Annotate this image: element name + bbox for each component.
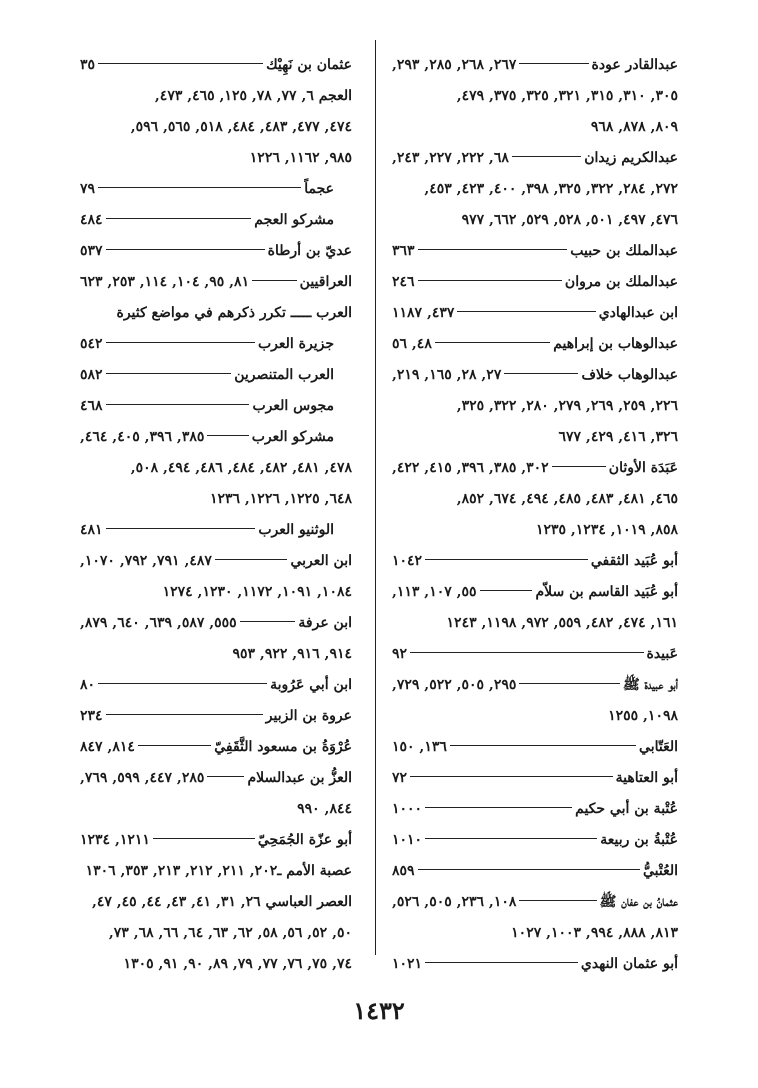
leader-line [138, 745, 211, 746]
entry-pages: ٣٨٥, ٣٩٦, ٤٠٥, ٤٦٤, [80, 429, 205, 445]
entry-term: عبدالملك بن حبيب [570, 243, 678, 259]
entry-pages: ٨٠ [80, 677, 96, 693]
index-entry [392, 825, 678, 856]
entry-pages: ٣٠٢, ٣٨٥, ٣٩٦, ٤١٥, ٤٢٢, [392, 460, 549, 476]
entry-pages: ٤٨٤ [80, 212, 103, 228]
index-entry [392, 763, 678, 794]
entry-term: ابن أبي عَرُوبة [270, 677, 352, 693]
index-line: ٦٤٨, ١٢٢٥, ١٢٢٦, ١٢٣٦ [209, 491, 352, 507]
entry-term: جزيرة العرب [257, 336, 334, 352]
entry-term: عُتْبة بن أبي حكيم [575, 801, 678, 817]
entry-term: أبو عُبَيد القاسم بن سلاّم [535, 584, 678, 600]
leader-line [418, 249, 568, 250]
entry-pages: ٢٦٧, ٢٦٨, ٢٨٥, ٢٩٣, [392, 57, 517, 73]
entry-term: مشركو العرب [251, 429, 334, 445]
index-entry [392, 453, 678, 484]
index-line: ١٦١, ٤٧٤, ٤٨٢, ٥٥٩, ٩٧٢, ١١٩٨, ١٢٤٣ [446, 615, 678, 631]
entry-pages: ٥٥٥, ٥٨٧, ٦٣٩, ٦٤٠, ٨٧٩, [80, 615, 237, 631]
index-entry [80, 763, 352, 794]
column-divider [375, 40, 376, 955]
entry-pages: ٣٥ [80, 57, 96, 73]
index-entry [392, 639, 678, 670]
entry-pages: ٢٤٦ [392, 274, 415, 290]
index-entry [80, 360, 352, 391]
index-line: ٤٧٦, ٤٩٧, ٥٠١, ٥٢٨, ٥٢٩, ٦٦٢, ٩٧٧ [461, 212, 678, 228]
entry-term: أبو عزّة الجُمَحِيّ [257, 832, 352, 848]
entry-pages: ١٠١٠ [392, 832, 423, 848]
entry-term: عَبَدَة الأوثان [608, 460, 678, 476]
leader-line [240, 621, 296, 622]
entry-pages: ٨١, ٩٥, ١٠٤, ١١٤, ٢٥٣, ٦٢٣ [80, 274, 250, 290]
leader-line [425, 962, 578, 963]
index-entry [392, 50, 678, 81]
index-line: ٤٧٨, ٤٨١, ٤٨٢, ٤٨٤, ٤٨٦, ٤٩٤, ٥٠٨, [130, 460, 352, 476]
leader-line [425, 807, 572, 808]
entry-pages: ١٢١١, ١٢٣٤ [80, 832, 150, 848]
entry-pages: ٥٨٢ [80, 367, 103, 383]
leader-line [418, 280, 562, 281]
leader-line [425, 838, 597, 839]
entry-term: العراقيين [299, 274, 352, 290]
entry-term: العُتْبيُّ [642, 863, 678, 879]
index-line: ٣٢٦, ٤١٦, ٤٢٩, ٦٧٧ [558, 429, 678, 445]
index-entry [80, 546, 352, 577]
leader-line [215, 559, 288, 560]
entry-term: عبدالكريم زيدان [584, 150, 678, 166]
entry-pages: ٢٨٥, ٤٤٧, ٥٩٩, ٧٦٩, [80, 770, 205, 786]
entry-term: أبو عثمان النهدي [580, 956, 678, 972]
entry-pages: ٤٦٨ [80, 398, 103, 414]
entry-pages: ٧٩ [80, 181, 96, 197]
leader-line [106, 404, 250, 405]
index-entry [80, 701, 352, 732]
entry-term: عجماً [304, 181, 334, 197]
entry-term: العزُّ بن عبدالسلام [247, 770, 352, 786]
entry-term: العَتّابي [639, 739, 678, 755]
entry-pages: ٤٨١ [80, 522, 103, 538]
index-entry [80, 236, 352, 267]
leader-line [106, 714, 263, 715]
page-number: ١٤٣٢ [353, 996, 405, 1025]
index-line: ٨٥٨, ١٠١٩, ١٢٣٤, ١٢٣٥ [535, 522, 678, 538]
index-entry [392, 794, 678, 825]
index-line: ٩٨٥, ١١٦٢, ١٢٢٦ [249, 150, 352, 166]
index-entry [392, 329, 678, 360]
index-entry [392, 546, 678, 577]
entry-pages: ١٠٤٢ [392, 553, 423, 569]
entry-pages: ٥٥, ١٠٧, ١١٣, [392, 584, 477, 600]
entry-term: عبدالقادر عودة [591, 57, 678, 73]
index-line: ٨١٣, ٨٨٨, ٩٩٤, ١٠٠٣, ١٠٢٧ [511, 925, 678, 941]
index-line: ٢٢٦, ٢٥٩, ٢٦٩, ٢٧٩, ٢٨٠, ٣٢٢, ٣٢٥, [456, 398, 678, 414]
index-entry [392, 267, 678, 298]
entry-pages: ٣٦٣ [392, 243, 415, 259]
leader-line [410, 776, 613, 777]
index-entry [80, 205, 352, 236]
entry-pages: ٨١٤, ٨٤٧ [80, 739, 135, 755]
entry-term: مجوس العرب [252, 398, 334, 414]
entry-term: أبو عُبَيد الثقفي [590, 553, 678, 569]
entry-pages: ٧٢ [392, 770, 408, 786]
leader-line [106, 373, 232, 374]
leader-line [418, 869, 640, 870]
entry-pages: ٢٩٥, ٥٠٥, ٥٢٢, ٧٢٩, [392, 677, 517, 693]
leader-line [98, 63, 263, 64]
index-line: العصر العباسي ٢٦, ٣١, ٤١, ٤٣, ٤٤, ٤٥, ٤٧, [91, 894, 352, 910]
index-column-right [392, 50, 678, 980]
entry-pages: ١٠٠٠ [392, 801, 423, 817]
entry-pages: ٩٢ [392, 646, 408, 662]
index-entry [80, 422, 352, 453]
index-line: ٢٧٢, ٢٨٤, ٣٢٢, ٣٢٥, ٣٩٨, ٤٠٠, ٤٢٣, ٤٥٣, [424, 181, 678, 197]
entry-pages: ٢٣٤ [80, 708, 103, 724]
index-entry [392, 670, 678, 701]
index-entry [80, 174, 352, 205]
index-entry [392, 949, 678, 980]
leader-line [480, 590, 533, 591]
entry-term: ابن عبدالهادي [598, 305, 678, 321]
leader-line [425, 559, 588, 560]
entry-term: عَبيدة [646, 646, 678, 662]
entry-term: عديّ بن أرطاة [267, 243, 352, 259]
index-entry [392, 298, 678, 329]
entry-term: عثمان بن نَهِيْك [266, 57, 352, 73]
entry-pages: ١٠٨, ٢٣٦, ٥٠٥, ٥٢٦, [392, 894, 517, 910]
leader-line [106, 528, 256, 529]
index-line: ١٠٨٤, ١٠٩١, ١١٧٢, ١٢٣٠, ١٢٧٤ [162, 584, 352, 600]
index-entry [80, 50, 352, 81]
entry-pages: ٢٧, ٢٨, ١٦٥, ٢١٩, [392, 367, 502, 383]
index-line: ٧٤, ٧٥, ٧٦, ٧٧, ٧٩, ٨٩, ٩٠, ٩١, ١٣٠٥ [123, 956, 352, 972]
index-column-left [80, 50, 352, 980]
leader-line [457, 311, 595, 312]
index-entry [392, 577, 678, 608]
index-entry [80, 670, 352, 701]
entry-pages: ٥٣٧ [80, 243, 103, 259]
index-line: ٨٤٤, ٩٩٠ [297, 801, 352, 817]
entry-pages: ١٠٢١ [392, 956, 423, 972]
entry-term: عُرْوَةُ بن مسعود الثَّقَفِيّ [214, 739, 352, 755]
leader-line [450, 745, 636, 746]
entry-pages: ٤٨٧, ٧٩١, ٧٩٢, ١٠٧٠, [80, 553, 212, 569]
index-entry [80, 329, 352, 360]
entry-term: عُتْبةُ بن ربيعة [600, 832, 678, 848]
leader-line [153, 838, 255, 839]
leader-line [519, 63, 588, 64]
entry-term: عثمانُ بن عفان ﷺ [599, 894, 678, 910]
leader-line [207, 435, 248, 436]
entry-pages: ١٣٦, ١٥٠ [392, 739, 447, 755]
leader-line [504, 373, 578, 374]
entry-term: عبدالوهاب خلاف [581, 367, 678, 383]
entry-term: أبو العتاهية [615, 770, 678, 786]
index-entry [392, 236, 678, 267]
index-entry [80, 732, 352, 763]
index-entry [392, 732, 678, 763]
entry-pages: ٤٣٧, ١١٨٧ [392, 305, 455, 321]
entry-term: عروة بن الزبير [265, 708, 352, 724]
leader-line [106, 218, 252, 219]
index-entry [80, 391, 352, 422]
index-entry [392, 360, 678, 391]
leader-line [410, 652, 643, 653]
leader-line [512, 156, 581, 157]
entry-term: ابن العربي [290, 553, 352, 569]
index-line: ٣٠٥, ٣١٠, ٣١٥, ٣٢١, ٣٢٥, ٣٧٥, ٤٧٩, [456, 88, 678, 104]
index-line: ٤٦٥, ٤٨١, ٤٨٣, ٤٨٥, ٤٩٤, ٦٧٤, ٨٥٢, [456, 491, 678, 507]
index-line: عصبة الأمم ـ٢٠٢, ٢١١, ٢١٢, ٢١٣, ٣٥٣, ١٣٠٦ [85, 863, 352, 879]
entry-term: العرب المتنصرين [234, 367, 334, 383]
leader-line [552, 466, 606, 467]
index-line: العرب ـــــ تكرر ذكرهم في مواضع كثيرة [116, 305, 352, 321]
leader-line [435, 342, 550, 343]
entry-pages: ٥٤٢ [80, 336, 103, 352]
index-line: ٨٠٩, ٨٧٨, ٩٦٨ [590, 119, 678, 135]
index-entry [80, 515, 352, 546]
index-line: ٩١٤, ٩١٦, ٩٢٢, ٩٥٣ [232, 646, 352, 662]
leader-line [106, 249, 265, 250]
leader-line [252, 280, 297, 281]
index-entry [80, 825, 352, 856]
entry-term: ابن عرفة [298, 615, 352, 631]
leader-line [519, 683, 620, 684]
index-line: العجم ٦, ٧٧, ٧٨, ١٢٥, ٤٦٥, ٤٧٣, [154, 88, 352, 104]
index-entry [392, 143, 678, 174]
index-entry [80, 267, 352, 298]
index-line: ١٠٩٨, ١٢٥٥ [608, 708, 678, 724]
index-entry [80, 608, 352, 639]
entry-term: أبو عبيدة ﷺ [622, 677, 678, 693]
leader-line [98, 683, 267, 684]
index-entry [392, 887, 678, 918]
entry-pages: ٤٨, ٥٦ [392, 336, 432, 352]
leader-line [98, 187, 301, 188]
index-entry [392, 856, 678, 887]
entry-pages: ٦٨, ٢٢٢, ٢٢٧, ٢٤٣, [392, 150, 509, 166]
index-line: ٥٠, ٥٢, ٥٦, ٥٨, ٦٢, ٦٣, ٦٤, ٦٦, ٦٨, ٧٣, [108, 925, 352, 941]
leader-line [106, 342, 255, 343]
leader-line [519, 900, 596, 901]
index-line: ٤٧٤, ٤٧٧, ٤٨٣, ٤٨٤, ٥١٨, ٥٦٥, ٥٩٦, [130, 119, 352, 135]
leader-line [207, 776, 244, 777]
entry-pages: ٨٥٩ [392, 863, 415, 879]
entry-term: عبدالوهاب بن إبراهيم [553, 336, 678, 352]
entry-term: مشركو العجم [254, 212, 334, 228]
entry-term: عبدالملك بن مروان [564, 274, 678, 290]
entry-term: الوثنيو العرب [258, 522, 334, 538]
